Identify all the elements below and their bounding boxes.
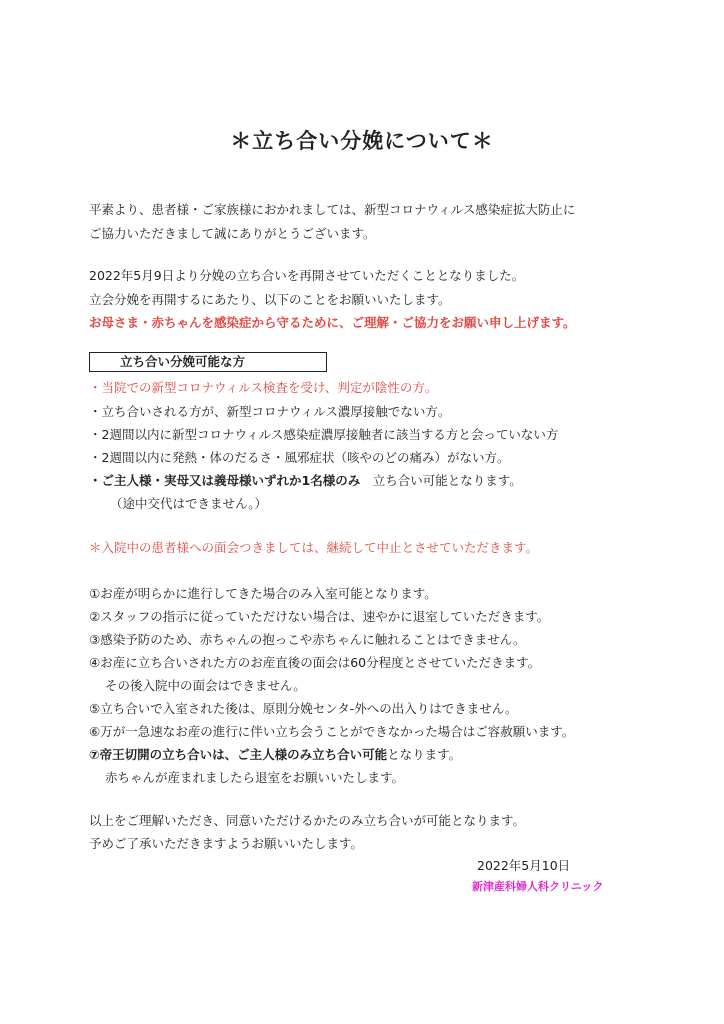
eligible-item-5-rest: 立ち合い可能となります。 bbox=[360, 473, 522, 488]
eligible-item-5-note: （途中交代はできません。） bbox=[110, 496, 268, 511]
closing-line-2: 予めご了承いただきますようお願いいたします。 bbox=[89, 836, 364, 851]
intro-line-1: 平素より、患者様・ご家族様におかれましては、新型コロナウィルス感染症拡大防止に bbox=[89, 202, 576, 217]
page-title: ＊立ち合い分娩について＊ bbox=[230, 129, 494, 153]
document-date: 2022年5月10日 bbox=[477, 858, 571, 873]
eligible-item-4: ・2週間以内に発熱・体のだるさ・風邪症状（咳やのどの痛み）がない方。 bbox=[89, 450, 510, 465]
notice-line-2: 立会分娩を再開するにあたり、以下のことをお願いいたします。 bbox=[89, 292, 451, 307]
rule-3: ③感染予防のため、赤ちゃんの抱っこや赤ちゃんに触れることはできません。 bbox=[89, 632, 526, 647]
closing-line-1: 以上をご理解いただき、同意いただけるかたのみ立ち合いが可能となります。 bbox=[89, 813, 526, 828]
eligible-heading: 立ち合い分娩可能な方 bbox=[89, 352, 327, 372]
rule-4: ④お産に立ち合いされた方のお産直後の面会は60分程度とさせていただきます。 bbox=[89, 655, 541, 670]
eligible-item-5-bold: ・ご主人様・実母又は義母様いずれか1名様のみ bbox=[89, 473, 361, 488]
eligible-item-2: ・立ち合いされる方が、新型コロナウィルス濃厚接触でない方。 bbox=[89, 404, 451, 419]
eligible-item-1: ・当院での新型コロナウィルス検査を受け、判定が陰性の方。 bbox=[89, 380, 438, 395]
rule-6: ⑥万が一急速なお産の進行に伴い立ち会うことができなかった場合はご容赦願います。 bbox=[89, 724, 575, 739]
clinic-name: 新津産科婦人科クリニック bbox=[472, 880, 604, 893]
rule-2: ②スタッフの指示に従っていただけない場合は、速やかに退室していただきます。 bbox=[89, 609, 550, 624]
rule-7 bbox=[89, 747, 461, 763]
rule-1: ①お産が明らかに進行してきた場合のみ入室可能となります。 bbox=[89, 586, 437, 601]
intro-line-2: ご協力いただきまして誠にありがとうございます。 bbox=[89, 226, 376, 241]
rule-4-cont: その後入院中の面会はできません。 bbox=[105, 678, 306, 693]
eligible-item-5 bbox=[89, 473, 522, 489]
eligible-item-3: ・2週間以内に新型コロナウィルス感染症濃厚接触者に該当する方と会っていない方 bbox=[89, 427, 559, 442]
rule-5: ⑤立ち合いで入室された後は、原則分娩センタ-外への出入りはできません。 bbox=[89, 701, 518, 716]
notice-line-1: 2022年5月9日より分娩の立ち合いを再開させていただくこととなりました。 bbox=[89, 268, 525, 283]
notice-emphasis: お母さま・赤ちゃんを感染症から守るために、ご理解・ご協力をお願い申し上げます。 bbox=[89, 315, 576, 330]
rule-7-rest: となります。 bbox=[387, 747, 462, 762]
rule-7-cont: 赤ちゃんが産まれましたら退室をお願いいたします。 bbox=[105, 770, 405, 785]
rule-7-bold: ⑦帝王切開の立ち合いは、ご主人様のみ立ち合い可能 bbox=[89, 747, 388, 762]
visitation-notice: ＊入院中の患者様への面会つきましては、継続して中止とさせていただきます。 bbox=[89, 540, 539, 555]
